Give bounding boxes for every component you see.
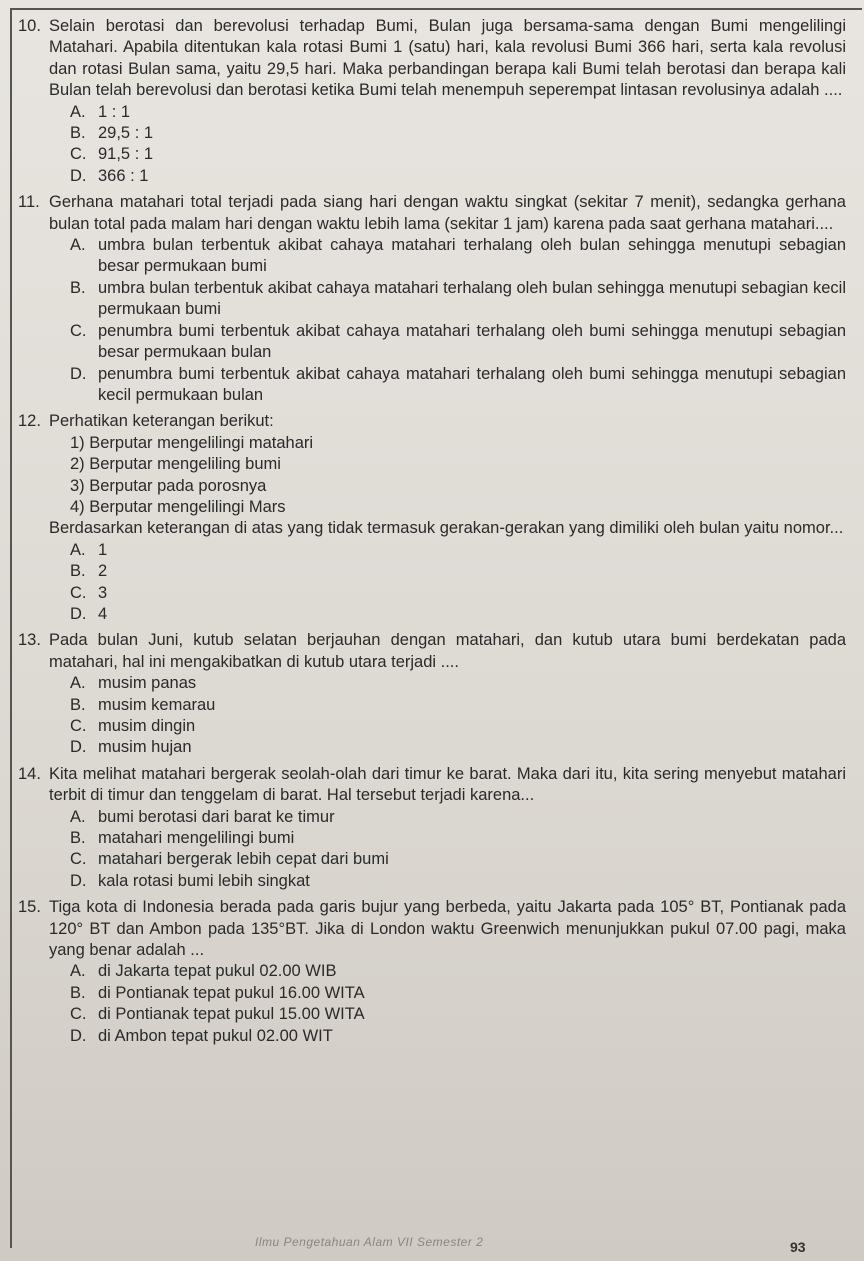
option-b[interactable] xyxy=(70,828,846,849)
option-letter: A. xyxy=(70,102,86,121)
option-letter: B. xyxy=(70,278,86,297)
option-text: umbra bulan terbentuk akibat cahaya matahari terhalang oleh bulan sehingga menutupi sebagian kecil permukaan bumi xyxy=(98,278,846,319)
question-text: Pada bulan Juni, kutub selatan berjauhan dengan matahari, dan kutub utara bumi berdekatan pada matahari, hal ini mengakibatkan di kutub utara terjadi .... xyxy=(49,631,846,671)
option-text: matahari bergerak lebih cepat dari bumi xyxy=(98,850,389,869)
option-a[interactable] xyxy=(70,540,846,561)
option-letter: C. xyxy=(70,850,87,869)
option-letter: D. xyxy=(70,1026,87,1045)
question-text-continued: Berdasarkan keterangan di atas yang tidak termasuk gerakan-gerakan yang dimiliki oleh bulan yaitu nomor... xyxy=(49,519,844,538)
option-a[interactable] xyxy=(70,961,846,982)
option-b[interactable] xyxy=(70,983,846,1004)
option-letter: C. xyxy=(70,717,87,735)
option-letter: B. xyxy=(70,562,86,581)
question-15 xyxy=(18,897,846,1047)
option-d[interactable] xyxy=(70,737,846,758)
option-a[interactable] xyxy=(70,235,846,278)
question-text: Kita melihat matahari bergerak seolah-olah dari timur ke barat. Maka dari itu, kita sering menyebut matahari terbit di timur dan tenggelam di barat. Hal tersebut terjadi karena... xyxy=(49,764,846,805)
question-11 xyxy=(18,192,846,406)
statement-item: 3) Berputar pada porosnya xyxy=(70,476,267,495)
option-letter: A. xyxy=(70,807,86,826)
option-letter: B. xyxy=(70,829,86,848)
question-number: 14. xyxy=(18,764,41,783)
statement-item: 1) Berputar mengelilingi matahari xyxy=(70,433,314,452)
option-letter: C. xyxy=(70,583,87,602)
option-letter: C. xyxy=(70,1005,87,1024)
option-text: matahari mengelilingi bumi xyxy=(98,829,295,848)
option-letter: C. xyxy=(70,321,87,340)
book-title: Ilmu Pengetahuan Alam VII Semester 2 xyxy=(255,1235,484,1249)
option-text: musim hujan xyxy=(98,738,192,757)
option-a[interactable] xyxy=(70,673,846,694)
option-text: bumi berotasi dari barat ke timur xyxy=(98,807,335,826)
option-text: kala rotasi bumi lebih singkat xyxy=(98,871,310,890)
option-d[interactable] xyxy=(70,166,846,187)
statement-item: 4) Berputar mengelilingi Mars xyxy=(70,497,286,516)
option-text: 91,5 : 1 xyxy=(98,145,154,164)
option-letter: B. xyxy=(70,124,86,143)
statement-list xyxy=(70,433,846,519)
option-text: di Pontianak tepat pukul 16.00 WITA xyxy=(98,983,365,1002)
option-text: 2 xyxy=(98,562,108,581)
question-text: Selain berotasi dan berevolusi terhadap Bumi, Bulan juga bersama-sama dengan Bumi mengelilingi Matahari. Apabila ditentukan kala rotasi Bumi 1 (satu) hari, kala revolusi Bumi 366 hari, serta kala revolusi dan rotasi Bulan sama, yaitu 29,5 hari. Maka perbandingan berapa kali Bumi telah berotasi dan berapa kali Bulan telah berevolusi dan berotasi ketika Bumi telah menempuh seperempat lintasan revolusinya adalah .... xyxy=(49,17,846,100)
question-14 xyxy=(18,764,846,892)
option-letter: D. xyxy=(70,604,87,623)
option-letter: A. xyxy=(70,962,86,981)
question-text: Perhatikan keterangan berikut: xyxy=(49,412,274,431)
option-text: di Pontianak tepat pukul 15.00 WITA xyxy=(98,1005,365,1024)
option-text: penumbra bumi terbentuk akibat cahaya matahari terhalang oleh bumi sehingga menutupi sebagian kecil permukaan bulan xyxy=(98,364,846,404)
question-list xyxy=(18,16,846,1049)
option-b[interactable] xyxy=(70,561,846,582)
question-13 xyxy=(18,630,846,758)
option-text: di Ambon tepat pukul 02.00 WIT xyxy=(98,1026,333,1045)
option-text: umbra bulan terbentuk akibat cahaya matahari terhalang oleh bulan sehingga menutupi sebagian besar permukaan bumi xyxy=(98,236,846,276)
question-12 xyxy=(18,411,846,625)
option-b[interactable] xyxy=(70,278,846,321)
question-number: 15. xyxy=(18,898,41,917)
option-c[interactable] xyxy=(70,144,846,165)
option-letter: D. xyxy=(70,166,87,185)
option-text: penumbra bumi terbentuk akibat cahaya matahari terhalang oleh bumi sehingga menutupi sebagian besar permukaan bulan xyxy=(98,321,846,362)
option-d[interactable] xyxy=(70,1026,846,1047)
question-number: 12. xyxy=(18,412,41,431)
option-text: di Jakarta tepat pukul 02.00 WIB xyxy=(98,962,337,981)
question-text: Gerhana matahari total terjadi pada siang hari dengan waktu singkat (sekitar 7 menit), sedangka gerhana bulan total pada malam hari dengan waktu lebih lama (sekitar 1 jam) karena pada saat gerhana matahari.... xyxy=(49,193,846,233)
option-text: 1 : 1 xyxy=(98,102,131,121)
option-letter: B. xyxy=(70,983,86,1002)
option-text: musim dingin xyxy=(98,717,196,735)
option-c[interactable] xyxy=(70,716,846,737)
question-number: 10. xyxy=(18,17,41,35)
option-letter: B. xyxy=(70,695,86,714)
option-letter: D. xyxy=(70,738,87,757)
option-c[interactable] xyxy=(70,321,846,364)
option-text: musim kemarau xyxy=(98,695,216,714)
option-letter: D. xyxy=(70,364,87,383)
option-text: 4 xyxy=(98,604,108,623)
option-text: musim panas xyxy=(98,674,197,693)
question-10 xyxy=(18,16,846,187)
option-b[interactable] xyxy=(70,695,846,716)
option-letter: A. xyxy=(70,236,86,255)
option-c[interactable] xyxy=(70,583,846,604)
question-text: Tiga kota di Indonesia berada pada garis bujur yang berbeda, yaitu Jakarta pada 105° BT, Pontianak pada 120° BT dan Ambon pada 135°BT. Jika di London waktu Greenwich menunjukkan pukul 07.00 pagi, maka yang benar adalah ... xyxy=(49,898,846,960)
option-letter: C. xyxy=(70,145,87,164)
page-number: 93 xyxy=(790,1239,806,1255)
option-a[interactable] xyxy=(70,102,846,123)
option-letter: A. xyxy=(70,540,86,559)
option-d[interactable] xyxy=(70,871,846,892)
page-footer xyxy=(0,1233,864,1261)
option-d[interactable] xyxy=(70,604,846,625)
option-text: 3 xyxy=(98,583,108,602)
option-text: 29,5 : 1 xyxy=(98,124,154,143)
option-d[interactable] xyxy=(70,364,846,407)
option-a[interactable] xyxy=(70,807,846,828)
option-text: 366 : 1 xyxy=(98,166,149,185)
question-number: 13. xyxy=(18,631,41,650)
option-letter: D. xyxy=(70,871,87,890)
option-c[interactable] xyxy=(70,849,846,870)
option-text: 1 xyxy=(98,540,108,559)
option-c[interactable] xyxy=(70,1004,846,1025)
question-number: 11. xyxy=(18,193,40,212)
option-letter: A. xyxy=(70,674,86,693)
statement-item: 2) Berputar mengeliling bumi xyxy=(70,455,281,474)
option-b[interactable] xyxy=(70,123,846,144)
